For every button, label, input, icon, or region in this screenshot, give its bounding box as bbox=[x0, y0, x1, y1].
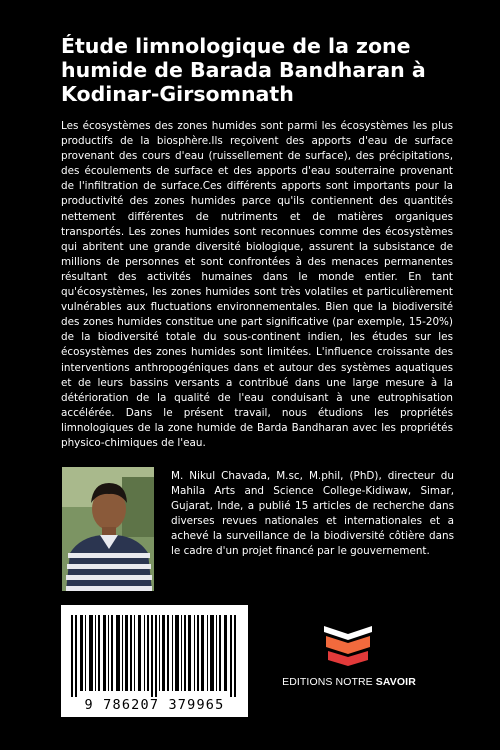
publisher-name-part2: SAVOIR bbox=[375, 676, 416, 688]
isbn-barcode bbox=[61, 605, 248, 717]
book-title: Étude limnologique de la zone humide de Barada Bandharan à Kodinar-Girsomnath bbox=[61, 34, 426, 106]
author-portrait-image bbox=[62, 467, 154, 591]
barcode-bars bbox=[67, 615, 242, 697]
publisher-name bbox=[280, 676, 418, 688]
stacked-books-logo-icon bbox=[322, 622, 374, 673]
author-photo bbox=[62, 467, 154, 591]
author-biography: M. Nikul Chavada, M.sc, M.phil, (PhD), directeur du Mahila Arts and Science College-Kidiwaw, Simar, Gujarat, Inde, a publié 15 articles de recherche dans diverses revues nationales et internationales et a achevé la surveillance de la biodiversité côtière dans le cadre d'un projet financé par le gouvernement. bbox=[171, 470, 454, 558]
publisher-name-part1: EDITIONS NOTRE bbox=[282, 676, 376, 688]
isbn-number: 9 786207 379965 bbox=[84, 697, 225, 713]
book-abstract: Les écosystèmes des zones humides sont parmi les écosystèmes les plus productifs de la biosphère.Ils reçoivent des apports d'eau de surface provenant des cours d'eau (ruissellement de surface), des précipitations, des écoulements de surface et des apports d'eau souterraine provenant de l'infiltration de surface.Ces différents apports sont importants pour la productivité des zones humides parce qu'ils contiennent des quantités nettement différentes de nutriments et de matières organiques transportés. Les zones humides sont reconnues comme des écosystèmes qui abritent une grande diversité biologique, assurent la subsistance de millions de personnes et sont confrontées à des menaces permanentes résultant des activités humaines dans le monde entier. En tant qu'écosystèmes, les zones humides sont très volatiles et particulièrement vulnérables aux fluctuations environnementales. Bien que la biodiversité des zones humides constitue une part significative (par exemple, 15-20%) de la biodiversité totale du sous-continent indien, les études sur les écosystèmes des zones humides sont limitées. L'influence croissante des interventions anthropogéniques dans et autour des systèmes aquatiques et de leurs bassins versants a contribué dans une large mesure à la détérioration de la qualité de l'eau conduisant à une eutrophisation accélérée. Dans le présent travail, nous étudions les propriétés limnologiques de la zone humide de Barda Bandharan avec les propriétés physico-chimiques de l'eau. bbox=[61, 120, 453, 449]
